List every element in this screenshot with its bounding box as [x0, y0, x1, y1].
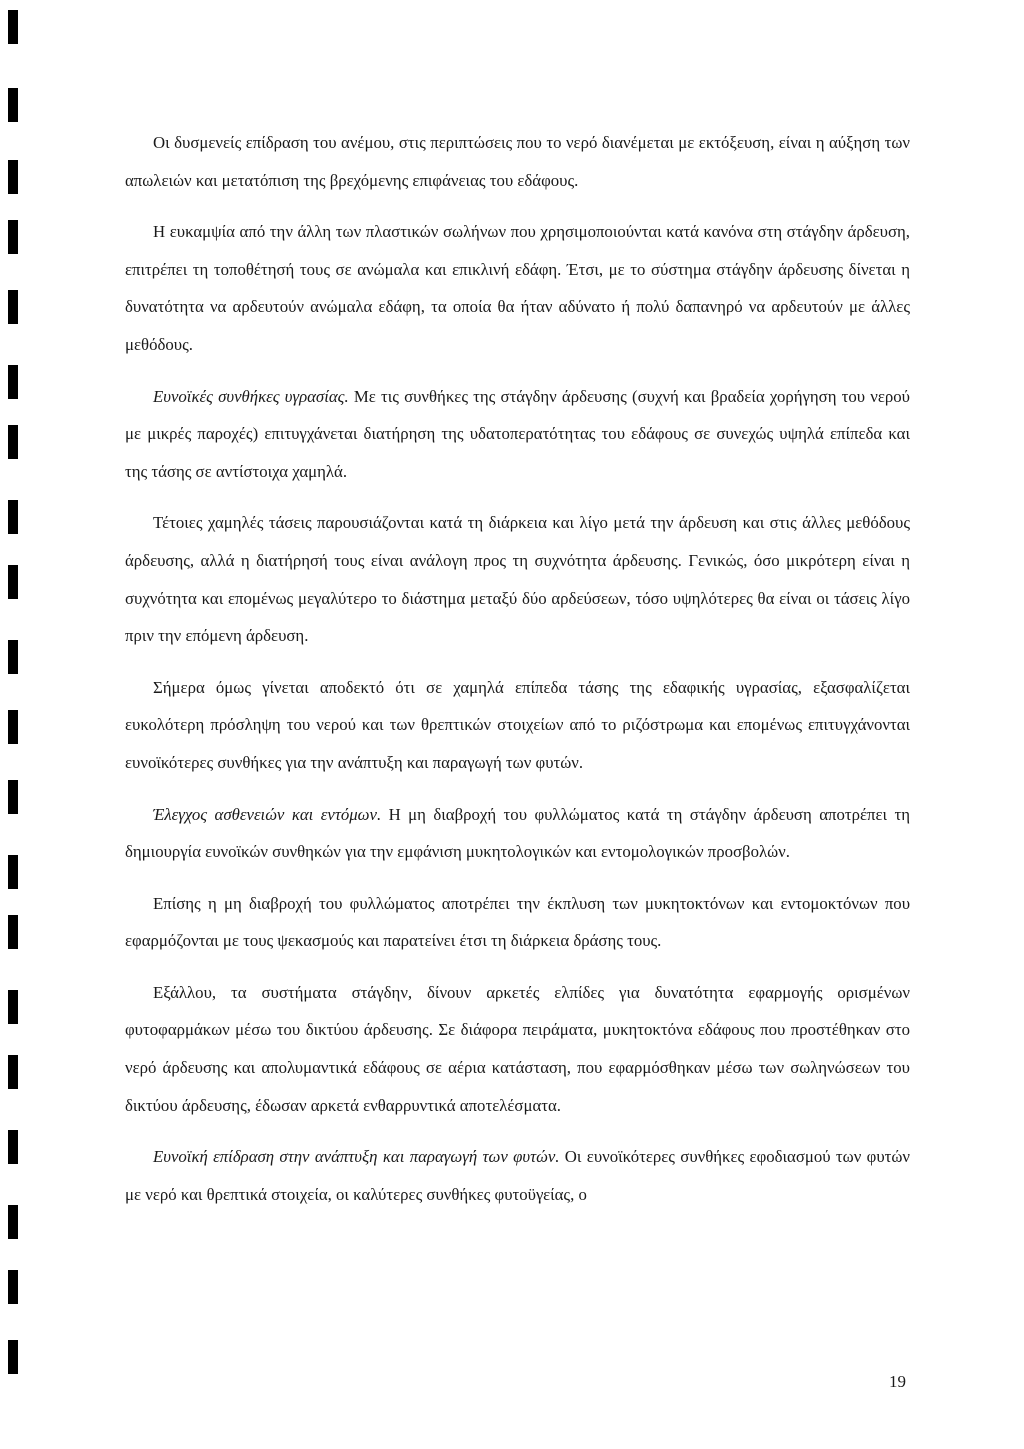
paragraph	[125, 796, 910, 871]
paragraph	[125, 669, 910, 782]
paragraph	[125, 885, 910, 960]
paragraph	[125, 504, 910, 654]
page-number: 19	[889, 1372, 906, 1391]
binding-mark	[8, 88, 18, 122]
binding-mark	[8, 565, 18, 599]
binding-mark	[8, 640, 18, 674]
binding-mark	[8, 1340, 18, 1374]
paragraph-lead: Ευνοϊκή επίδραση στην ανάπτυξη και παραγωγή των φυτών.	[153, 1147, 560, 1167]
paragraph-text: Επίσης η μη διαβροχή του φυλλώματος αποτρέπει την έκπλυση των μυκητοκτόνων και εντομοκτόνων που εφαρμόζονται με τους ψεκασμούς και παρατείνει έτσι τη διάρκεια δράσης τους.	[125, 893, 910, 951]
binding-mark	[8, 365, 18, 399]
paragraph-text: Η ευκαμψία από την άλλη των πλαστικών σωλήνων που χρησιμοποιούνται κατά κανόνα στη στάγδην άρδευση, επιτρέπει τη τοποθέτησή τους σε ανώμαλα και επικλινή εδάφη. Έτσι, με το σύστημα στάγδην άρδευσης δίνεται η δυνατότητα να αρδευτούν ανώμαλα εδάφη, τα οποία θα ήταν αδύνατο ή πολύ δαπανηρό να αρδευτούν με άλλες μεθόδους.	[125, 222, 910, 354]
paragraph	[125, 974, 910, 1124]
paragraph	[125, 124, 910, 199]
paragraph-text: Η μη διαβροχή του φυλλώματος κατά τη στάγδην άρδευση αποτρέπει τη δημιουργία ευνοϊκών συνθηκών για την εμφάνιση μυκητολογικών και εντομολογικών προσβολών.	[125, 804, 911, 862]
paragraph	[125, 378, 910, 491]
paragraph-text: Τέτοιες χαμηλές τάσεις παρουσιάζονται κατά τη διάρκεια και λίγο μετά την άρδευση και στις άλλες μεθόδους άρδευσης, αλλά η διατήρησή τους είναι ανάλογη προς τη συχνότητα άρδευσης. Γενικώς, όσο μικρότερη είναι η συχνότητα και επομένως μεγαλύτερο το διάστημα μεταξύ δύο αρδεύσεων, τόσο υψηλότερες θα είναι οι τάσεις λίγο πριν την επόμενη άρδευση.	[125, 513, 910, 646]
binding-mark	[8, 290, 18, 324]
binding-mark	[8, 915, 18, 949]
paragraph-lead: Έλεγχος ασθενειών και εντόμων.	[153, 804, 382, 824]
paragraph-text: Οι δυσμενείς επίδραση του ανέμου, στις περιπτώσεις που το νερό διανέμεται με εκτόξευση, είναι η αύξηση των απωλειών και μετατόπιση της βρεχόμενης επιφάνειας του εδάφους.	[125, 133, 910, 190]
paragraph-text: Εξάλλου, τα συστήματα στάγδην, δίνουν αρκετές ελπίδες για δυνατότητα εφαρμογής ορισμένων φυτοφαρμάκων μέσω του δικτύου άρδευσης. Σε διάφορα πειράματα, μυκητοκτόνα εδάφους που προστέθηκαν στο νερό άρδευσης και απολυμαντικά εδάφους σε αέρια κατάσταση, που εφαρμόσθηκαν μέσω των σωληνώσεων του δικτύου άρδευσης, έδωσαν αρκετά ενθαρρυντικά αποτελέσματα.	[125, 982, 910, 1115]
paragraph-text: Με τις συνθήκες της στάγδην άρδευσης (συχνή και βραδεία χορήγηση του νερού με μικρές παροχές) επιτυγχάνεται διατήρηση της υδατοπερατότητας του εδάφους σε συνεχώς υψηλά επίπεδα και της τάσης σε αντίστοιχα χαμηλά.	[125, 386, 910, 481]
binding-mark	[8, 220, 18, 254]
binding-mark	[8, 500, 18, 534]
binding-mark	[8, 425, 18, 459]
paragraph-text: Οι ευνοϊκότερες συνθήκες εφοδιασμού των φυτών με νερό και θρεπτικά στοιχεία, οι καλύτερες συνθήκες φυτοϋγείας, ο	[125, 1147, 910, 1204]
binding-mark	[8, 855, 18, 889]
binding-mark	[8, 710, 18, 744]
binding-mark	[8, 990, 18, 1024]
document-body	[125, 124, 910, 1213]
binding-mark	[8, 1205, 18, 1239]
binding-marks	[8, 0, 22, 1449]
binding-mark	[8, 160, 18, 194]
paragraph	[125, 213, 910, 363]
paragraph-text: Σήμερα όμως γίνεται αποδεκτό ότι σε χαμηλά επίπεδα τάσης της εδαφικής υγρασίας, εξασφαλίζεται ευκολότερη πρόσληψη του νερού και των θρεπτικών στοιχείων από το ριζόστρωμα και επομένως επιτυγχάνονται ευνοϊκότερες συνθήκες για την ανάπτυξη και παραγωγή των φυτών.	[125, 677, 910, 772]
binding-mark	[8, 780, 18, 814]
binding-mark	[8, 1270, 18, 1304]
binding-mark	[8, 1130, 18, 1164]
paragraph	[125, 1138, 910, 1213]
paragraph-lead: Ευνοϊκές συνθήκες υγρασίας.	[153, 386, 349, 406]
binding-mark	[8, 10, 18, 44]
binding-mark	[8, 1055, 18, 1089]
